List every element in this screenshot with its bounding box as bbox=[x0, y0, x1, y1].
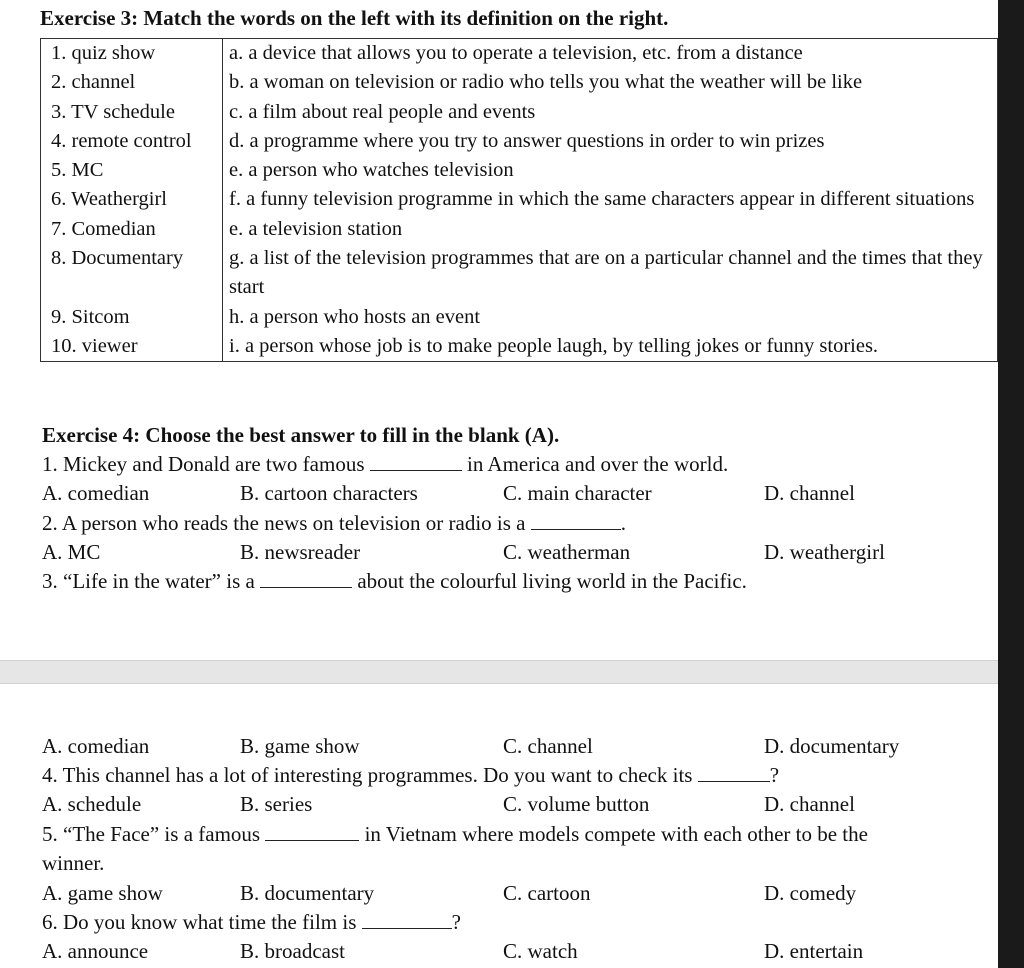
question-text: ? bbox=[451, 910, 461, 934]
table-row bbox=[41, 98, 998, 127]
answer-blank bbox=[531, 509, 621, 530]
table-row bbox=[41, 127, 998, 156]
term-cell: 8. Documentary bbox=[41, 244, 223, 303]
option-c: C. weatherman bbox=[503, 540, 631, 564]
definition-cell: i. a person whose job is to make people laugh, by telling jokes or funny stories. bbox=[223, 332, 998, 362]
page-edge-bar bbox=[998, 0, 1024, 968]
option-b: B. cartoon characters bbox=[240, 481, 418, 505]
answer-blank bbox=[265, 820, 359, 841]
question-text: 6. Do you know what time the film is bbox=[42, 910, 362, 934]
option-b: B. broadcast bbox=[240, 939, 345, 963]
question-text: . bbox=[620, 511, 626, 535]
matching-table bbox=[40, 38, 998, 362]
table-row bbox=[41, 39, 998, 69]
term-cell: 4. remote control bbox=[41, 127, 223, 156]
definition-cell: c. a film about real people and events bbox=[223, 98, 998, 127]
option-d: D. documentary bbox=[764, 734, 900, 758]
option-c: C. channel bbox=[503, 734, 593, 758]
question-1 bbox=[42, 450, 728, 479]
term-cell: 3. TV schedule bbox=[41, 98, 223, 127]
question-text: 5. “The Face” is a famous bbox=[42, 822, 266, 846]
option-a: A. announce bbox=[42, 939, 149, 963]
option-c: C. main character bbox=[503, 481, 652, 505]
table-row bbox=[41, 332, 998, 362]
question-text: in America and over the world. bbox=[461, 452, 729, 476]
table-row bbox=[41, 68, 998, 97]
option-a: A. schedule bbox=[42, 792, 142, 816]
definition-cell: d. a programme where you try to answer questions in order to win prizes bbox=[223, 127, 998, 156]
question-2 bbox=[42, 509, 626, 538]
question-text: 4. This channel has a lot of interesting programmes. Do you want to check its bbox=[42, 763, 698, 787]
option-a: A. comedian bbox=[42, 481, 150, 505]
option-d: D. weathergirl bbox=[764, 540, 885, 564]
definition-cell: g. a list of the television programmes that are on a particular channel and the times that they start bbox=[223, 244, 998, 303]
question-text: in Vietnam where models compete with each other to be the bbox=[359, 822, 868, 846]
term-cell: 2. channel bbox=[41, 68, 223, 97]
question-5-continued: winner. bbox=[42, 851, 105, 875]
option-a: A. game show bbox=[42, 881, 163, 905]
definition-cell: a. a device that allows you to operate a television, etc. from a distance bbox=[223, 39, 998, 69]
option-b: B. series bbox=[240, 792, 313, 816]
option-d: D. comedy bbox=[764, 881, 857, 905]
question-6 bbox=[42, 908, 461, 937]
answer-blank bbox=[370, 450, 462, 471]
answer-blank bbox=[362, 908, 452, 929]
option-c: C. cartoon bbox=[503, 881, 591, 905]
term-cell: 7. Comedian bbox=[41, 215, 223, 244]
term-cell: 6. Weathergirl bbox=[41, 185, 223, 214]
table-row bbox=[41, 303, 998, 332]
option-b: B. game show bbox=[240, 734, 360, 758]
answer-blank bbox=[698, 761, 770, 782]
option-b: B. documentary bbox=[240, 881, 375, 905]
question-3 bbox=[42, 567, 747, 596]
table-row bbox=[41, 215, 998, 244]
table-row bbox=[41, 244, 998, 303]
option-a: A. comedian bbox=[42, 734, 150, 758]
term-cell: 1. quiz show bbox=[41, 39, 223, 69]
definition-cell: e. a television station bbox=[223, 215, 998, 244]
option-b: B. newsreader bbox=[240, 540, 361, 564]
question-text: 2. A person who reads the news on television or radio is a bbox=[42, 511, 531, 535]
answer-blank bbox=[260, 567, 352, 588]
definition-cell: f. a funny television programme in which the same characters appear in different situations bbox=[223, 185, 998, 214]
definition-cell: h. a person who hosts an event bbox=[223, 303, 998, 332]
definition-cell: b. a woman on television or radio who tells you what the weather will be like bbox=[223, 68, 998, 97]
table-row bbox=[41, 156, 998, 185]
question-text: 3. “Life in the water” is a bbox=[42, 569, 261, 593]
option-d: D. entertain bbox=[764, 939, 864, 963]
table-row bbox=[41, 185, 998, 214]
option-d: D. channel bbox=[764, 792, 855, 816]
question-4 bbox=[42, 761, 779, 790]
exercise4-heading: Exercise 4: Choose the best answer to fill in the blank (A). bbox=[42, 423, 560, 447]
term-cell: 10. viewer bbox=[41, 332, 223, 362]
question-text: about the colourful living world in the Pacific. bbox=[352, 569, 747, 593]
term-cell: 9. Sitcom bbox=[41, 303, 223, 332]
option-c: C. volume button bbox=[503, 792, 650, 816]
question-text: 1. Mickey and Donald are two famous bbox=[42, 452, 370, 476]
option-a: A. MC bbox=[42, 540, 101, 564]
option-d: D. channel bbox=[764, 481, 855, 505]
question-5 bbox=[42, 820, 868, 849]
question-text: ? bbox=[769, 763, 780, 787]
option-c: C. watch bbox=[503, 939, 578, 963]
exercise3-heading: Exercise 3: Match the words on the left with its definition on the right. bbox=[40, 6, 669, 30]
page-break-band bbox=[0, 660, 998, 684]
definition-cell: e. a person who watches television bbox=[223, 156, 998, 185]
term-cell: 5. MC bbox=[41, 156, 223, 185]
